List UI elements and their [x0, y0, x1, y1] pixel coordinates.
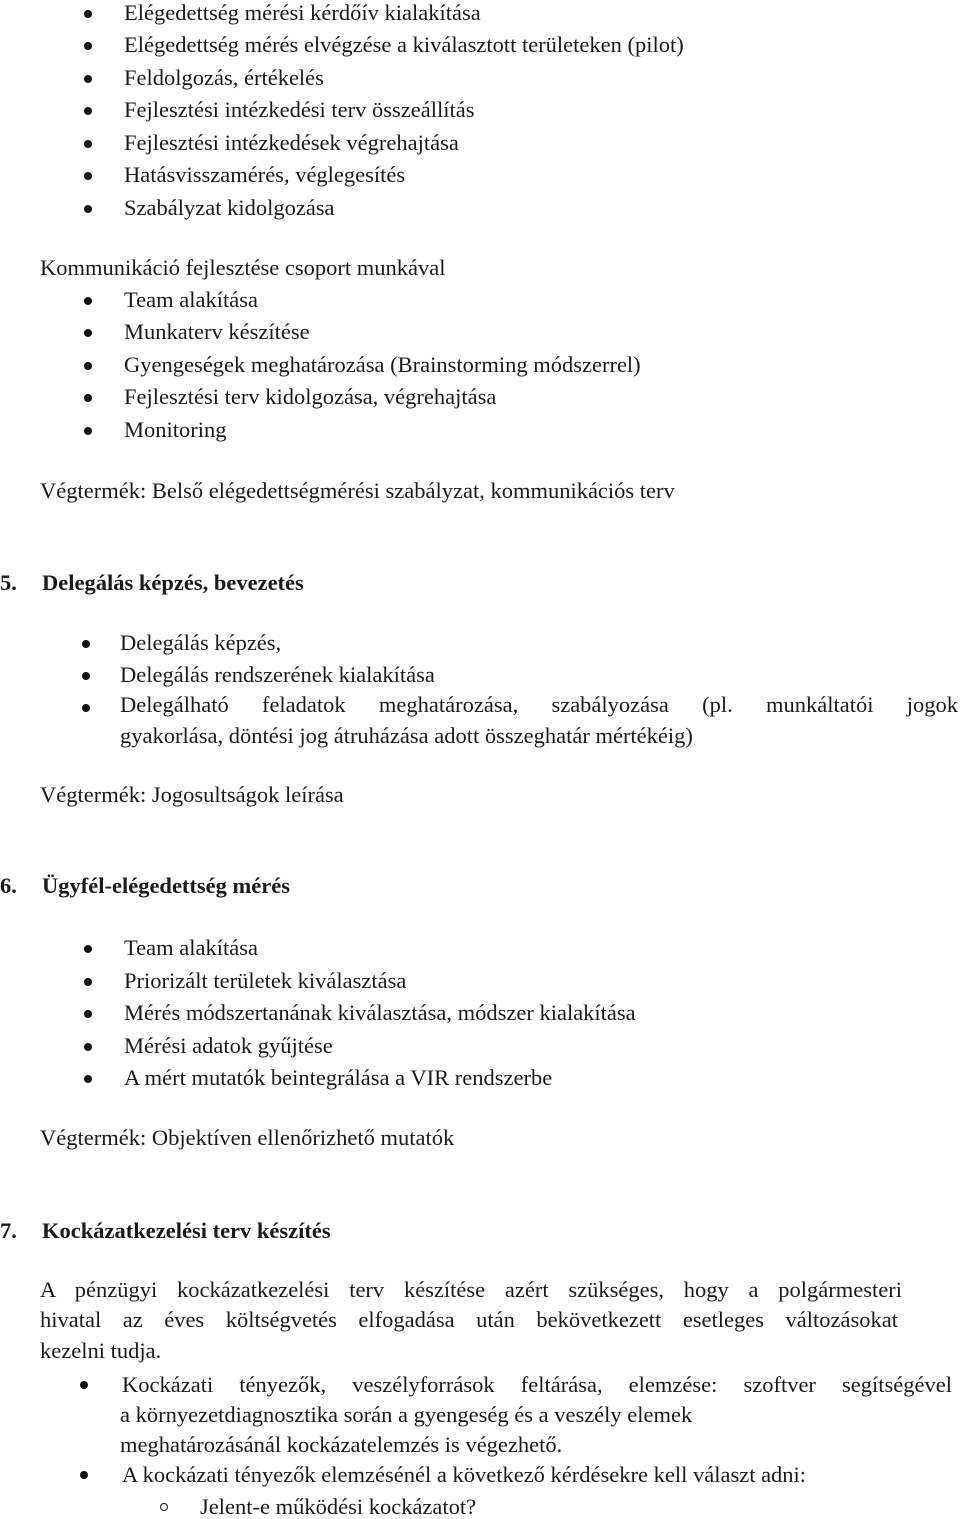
- bullet-icon: [84, 394, 92, 402]
- list-item: Feldolgozás, értékelés: [124, 65, 324, 90]
- list-item: Mérési adatok gyűjtése: [124, 1033, 333, 1058]
- section-title: Ügyfél-elégedettség mérés: [42, 873, 290, 898]
- bullet-icon: [80, 1471, 88, 1479]
- list-item: Delegálható feladatok meghatározása, szabályozása (pl. munkáltatói jogok: [120, 692, 958, 717]
- list-item-continuation: a környezetdiagnosztika során a gyengeség és a veszély elemek: [120, 1402, 693, 1427]
- endproduct-text: Végtermék: Objektíven ellenőrizhető mutatók: [40, 1125, 455, 1150]
- sub-list-item: Jelent-e működési kockázatot?: [200, 1494, 477, 1519]
- list-item-continuation: meghatározásánál kockázatelemzés is végezhető.: [120, 1432, 563, 1457]
- bullet-icon: [84, 140, 92, 148]
- bullet-icon: [84, 1010, 92, 1018]
- bullet-icon: [84, 427, 92, 435]
- bullet-icon: [84, 75, 92, 83]
- paragraph-line: A pénzügyi kockázatkezelési terv készítése azért szükséges, hogy a polgármesteri: [40, 1277, 902, 1302]
- list-item: Elégedettség mérés elvégzése a kiválasztott területeken (pilot): [124, 32, 684, 57]
- list-item: Monitoring: [124, 417, 227, 442]
- list-item: Szabályzat kidolgozása: [124, 195, 335, 220]
- list-item: Fejlesztési terv kidolgozása, végrehajtása: [124, 384, 497, 409]
- list-item-continuation: gyakorlása, döntési jog átruházása adott összeghatár mértékéig): [120, 723, 693, 748]
- section-number: 5.: [0, 570, 17, 595]
- list-item: Delegálás rendszerének kialakítása: [120, 662, 435, 687]
- list-item: Priorizált területek kiválasztása: [124, 968, 407, 993]
- list-item: Kockázati tényezők, veszélyforrások feltárása, elemzése: szoftver segítségével: [122, 1372, 952, 1397]
- list-item: Delegálás képzés,: [120, 630, 282, 655]
- bullet-icon: [84, 42, 92, 50]
- bullet-icon: [84, 1075, 92, 1083]
- list-item: A kockázati tényezők elemzésénél a következő kérdésekre kell választ adni:: [122, 1462, 807, 1487]
- circle-bullet-icon: [160, 1503, 168, 1511]
- bullet-icon: [84, 172, 92, 180]
- bullet-icon: [84, 297, 92, 305]
- endproduct-text: Végtermék: Jogosultságok leírása: [40, 782, 344, 807]
- bullet-icon: [84, 945, 92, 953]
- list-item: Team alakítása: [124, 935, 258, 960]
- bullet-icon: [84, 362, 92, 370]
- bullet-icon: [84, 107, 92, 115]
- bullet-icon: [84, 978, 92, 986]
- bullet-icon: [84, 10, 92, 18]
- paragraph-line: kezelni tudja.: [40, 1338, 162, 1363]
- bullet-icon: [84, 329, 92, 337]
- section-number: 6.: [0, 873, 17, 898]
- section-title: Delegálás képzés, bevezetés: [42, 570, 304, 595]
- list-item: Hatásvisszamérés, véglegesítés: [124, 162, 406, 187]
- list-item: Fejlesztési intézkedések végrehajtása: [124, 130, 459, 155]
- list-item: Fejlesztési intézkedési terv összeállítás: [124, 97, 475, 122]
- bullet-icon: [82, 672, 90, 680]
- list-item: Elégedettség mérési kérdőív kialakítása: [124, 0, 481, 25]
- list-item: Mérés módszertanának kiválasztása, módszer kialakítása: [124, 1000, 636, 1025]
- list-item: A mért mutatók beintegrálása a VIR rendszerbe: [124, 1065, 553, 1090]
- bullet-icon: [84, 1043, 92, 1051]
- endproduct-text: Végtermék: Belső elégedettségmérési szabályzat, kommunikációs terv: [40, 478, 675, 503]
- paragraph-line: hivatal az éves költségvetés elfogadása után bekövetkezett esetleges változásokat: [40, 1307, 898, 1332]
- communication-heading: Kommunikáció fejlesztése csoport munkával: [40, 255, 446, 280]
- section-number: 7.: [0, 1218, 17, 1243]
- list-item: Munkaterv készítése: [124, 319, 310, 344]
- bullet-icon: [80, 1381, 88, 1389]
- bullet-icon: [82, 704, 90, 712]
- list-item: Team alakítása: [124, 287, 258, 312]
- bullet-icon: [82, 640, 90, 648]
- list-item: Gyengeségek meghatározása (Brainstorming módszerrel): [124, 352, 641, 377]
- section-title: Kockázatkezelési terv készítés: [42, 1218, 331, 1243]
- bullet-icon: [84, 205, 92, 213]
